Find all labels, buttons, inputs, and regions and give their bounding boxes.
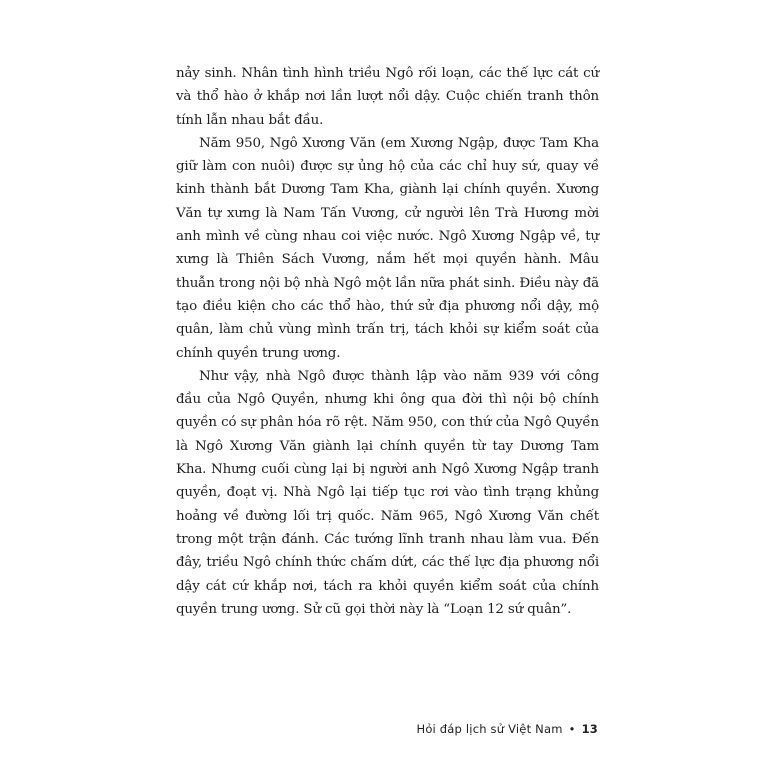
paragraph-ngo-xuong-van: Năm 950, Ngô Xương Văn (em Xương Ngập, được Tam Kha giữ làm con nuôi) được sự ủng hộ của các chỉ huy sứ, quay về kinh thành bắt Dương Tam Kha, giành lại chính quyền. Xương Văn tự xưng là Nam Tấn Vương, cử người lên Trà Hương mời anh mình về cùng nhau coi việc nước. Ngô Xương Ngập về, tự xưng là Thiên Sách Vương, nắm hết mọi quyền hành. Mâu thuẫn trong nội bộ nhà Ngô một lần nữa phát sinh. Điều này đã tạo điều kiện cho các thổ hào, thứ sử địa phương nổi dậy, mộ quân, làm chủ vùng mình trấn trị, tách khỏi sự kiểm soát của chính quyền trung ương. (176, 135, 599, 361)
footer-separator: • (568, 722, 576, 736)
page-body-text (176, 62, 599, 621)
running-title: Hỏi đáp lịch sử Việt Nam (416, 722, 563, 736)
page-number: 13 (581, 722, 598, 736)
paragraph-summary: Như vậy, nhà Ngô được thành lập vào năm 939 với công đầu của Ngô Quyền, nhưng khi ông qua đời thì nội bộ chính quyền có sự phân hóa rõ rệt. Năm 950, con thứ của Ngô Quyền là Ngô Xương Văn giành lại chính quyền từ tay Dương Tam Kha. Nhưng cuối cùng lại bị người anh Ngô Xương Ngập tranh quyền, đoạt vị. Nhà Ngô lại tiếp tục rơi vào tình trạng khủng hoảng về đường lối trị quốc. Năm 965, Ngô Xương Văn chết trong một trận đánh. Các tướng lĩnh tranh nhau làm vua. Đến đây, triều Ngô chính thức chấm dứt, các thế lực địa phương nổi dậy cát cứ khắp nơi, tách ra khỏi quyền kiểm soát của chính quyền trung ương. Sử cũ gọi thời này là “Loạn 12 sứ quân”. (176, 368, 599, 617)
page-footer (416, 722, 598, 736)
paragraph-continuation: nảy sinh. Nhân tình hình triều Ngô rối loạn, các thế lực cát cứ và thổ hào ở khắp nơi lần lượt nổi dậy. Cuộc chiến tranh thôn tính lẫn nhau bắt đầu. (176, 66, 599, 128)
